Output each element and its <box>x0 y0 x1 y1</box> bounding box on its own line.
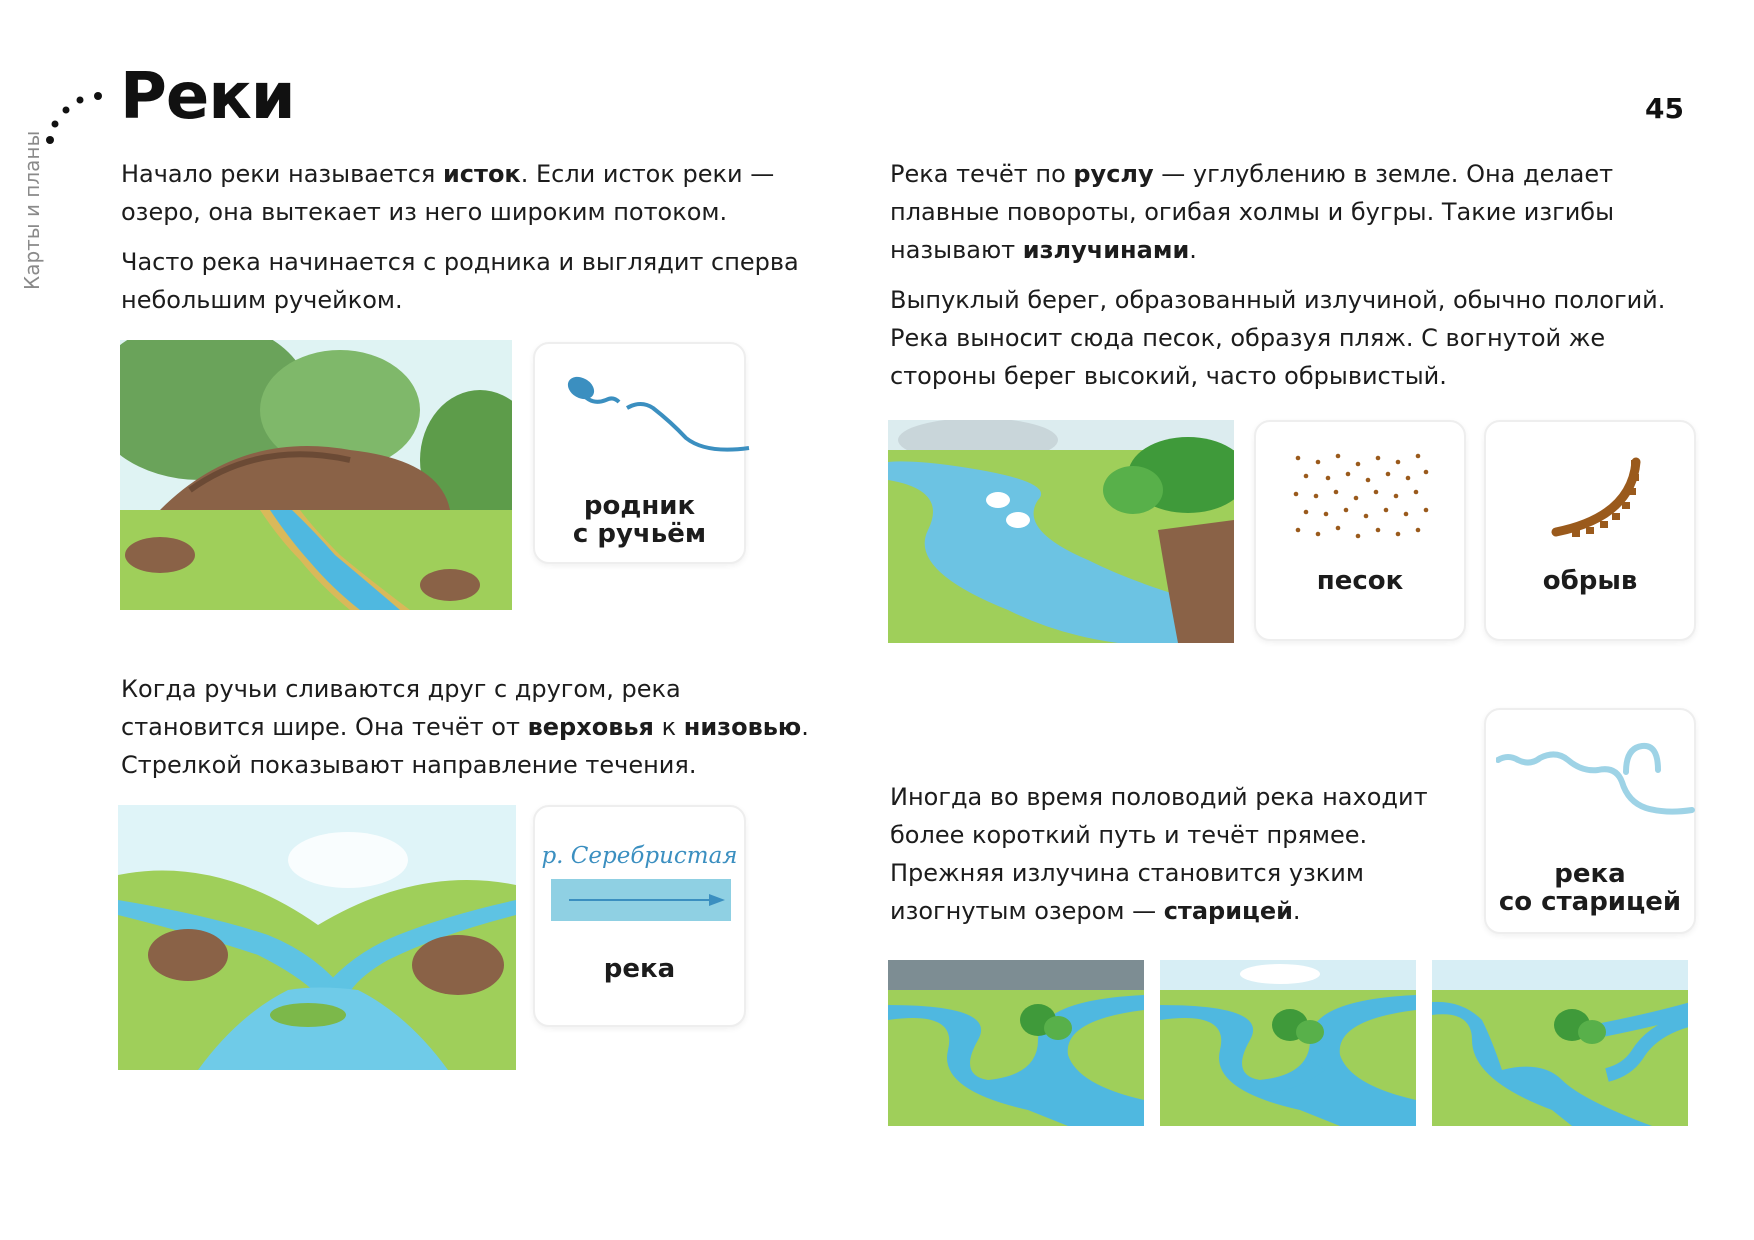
confluence-illustration <box>118 805 516 1070</box>
page-number: 45 <box>1645 92 1684 125</box>
page-title: Реки <box>120 60 295 134</box>
meander-illustration <box>888 420 1234 643</box>
channel-paragraph: Река течёт по руслу — углублению в земле. Она делает плавные повороты, огибая холмы и бугры. Такие изгибы называют излучинами. <box>890 160 1615 264</box>
section-label: Карты и планы <box>20 130 44 290</box>
cliff-symbol-icon <box>1536 452 1646 542</box>
spring-paragraph: Часто река начинается с родника и выглядит сперва небольшим ручейком. <box>121 248 799 314</box>
oxbow-card-label: река со старицей <box>1498 859 1682 917</box>
flow-paragraph: Когда ручьи сливаются друг с другом, река становится шире. Она течёт от верховья к низовью. Стрелкой показывают направление течения. <box>121 675 809 779</box>
river-map-name: р. Серебристая <box>541 843 738 869</box>
bank-paragraph: Выпуклый берег, образованный излучиной, обычно пологий. Река выносит сюда песок, образуя пляж. С вогнутой же стороны берег высокий, часто обрывистый. <box>890 286 1666 390</box>
oxbow-stage-2-illustration <box>1160 960 1416 1126</box>
dots-decoration-icon <box>42 84 102 154</box>
cliff-card-label: обрыв <box>1542 566 1638 596</box>
river-card-label: река <box>603 954 676 984</box>
oxbow-paragraph: Иногда во время половодий река находит более короткий путь и течёт прямее. Прежняя излучина становится узким изогнутым озером — старицей. <box>890 783 1428 925</box>
flow-text <box>121 670 821 796</box>
spring-stream-symbol-icon <box>561 366 751 466</box>
oxbow-text <box>890 778 1450 942</box>
oxbow-stage-1-illustration <box>888 960 1144 1126</box>
spring-illustration <box>120 340 512 610</box>
oxbow-stage-3-illustration <box>1432 960 1688 1126</box>
channel-text <box>890 155 1700 407</box>
oxbow-card <box>1484 708 1696 934</box>
cliff-card <box>1484 420 1696 641</box>
sand-card-label: песок <box>1316 566 1404 596</box>
source-paragraph: Начало реки называется исток. Если исток реки — озеро, она вытекает из него широким потоком. <box>121 160 775 226</box>
river-arrow-symbol-icon <box>551 879 731 923</box>
oxbow-river-symbol-icon <box>1496 730 1696 840</box>
spring-stream-card <box>533 342 746 564</box>
intro-text <box>121 155 821 331</box>
sand-card <box>1254 420 1466 641</box>
river-card <box>533 805 746 1027</box>
spring-card-label: родник с ручьём <box>572 491 707 549</box>
sand-dots-symbol-icon <box>1292 452 1432 547</box>
